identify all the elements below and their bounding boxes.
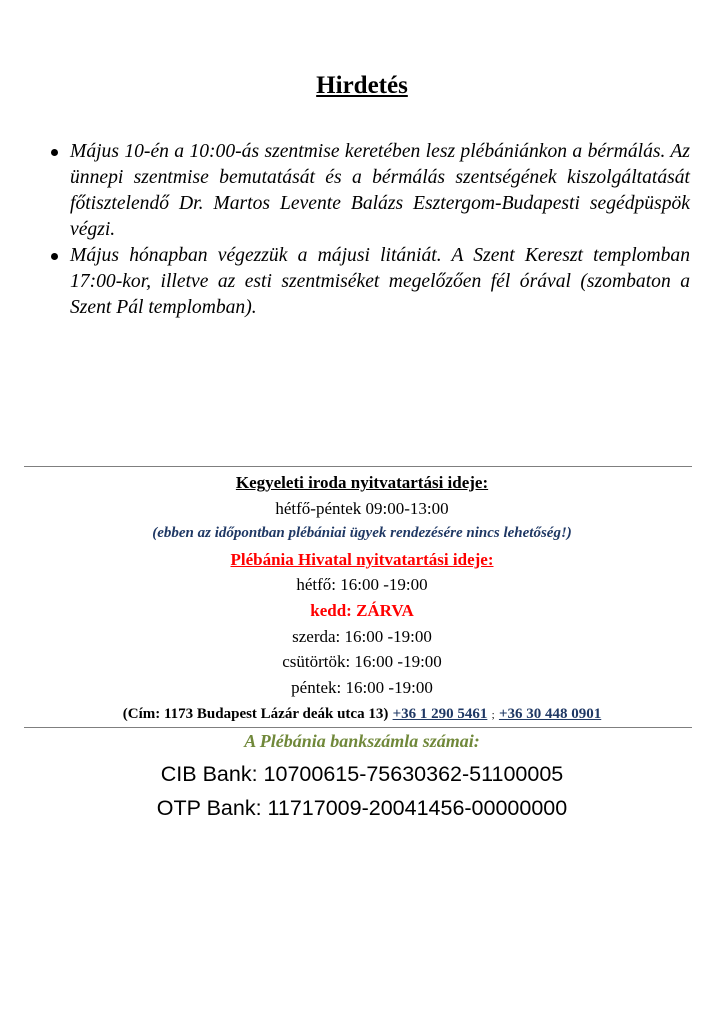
list-item bbox=[50, 243, 690, 321]
hours-friday: péntek: 16:00 -19:00 bbox=[291, 677, 433, 697]
bullet-icon bbox=[51, 149, 58, 156]
kegyeleti-note: (ebben az időpontban plébániai ügyek rendezésére nincs lehetőség!) bbox=[152, 525, 572, 542]
bank-title: A Plébánia bankszámla számai: bbox=[244, 731, 480, 751]
kegyeleti-heading: Kegyeleti iroda nyitvatartási ideje: bbox=[235, 473, 489, 492]
bullet-icon bbox=[51, 253, 58, 260]
announcement-text: Május hónapban végezzük a májusi litániát. A Szent Kereszt templomban 17:00-kor, illetve az esti szentmiséket megelőzően fél órával (szombaton a Szent Pál templomban). bbox=[70, 245, 690, 318]
phone-link-1[interactable]: +36 1 290 5461 bbox=[392, 706, 488, 723]
divider-top bbox=[24, 466, 692, 467]
office-hours-section bbox=[0, 470, 724, 726]
contact-line bbox=[0, 700, 724, 726]
hivatal-heading: Plébánia Hivatal nyitvatartási ideje: bbox=[230, 549, 494, 569]
announcement-text: Május 10-én a 10:00-ás szentmise keretében lesz plébániánkon a bérmálás. Az ünnepi szentmise bemutatását és a bérmálás szentségének kiszolgáltatását főtisztelendő Dr. Martos Levente Balázs Esztergom-Budapesti segédpüspök végzi. bbox=[70, 141, 690, 240]
phone-link-2[interactable]: +36 30 448 0901 bbox=[498, 706, 602, 723]
hours-monday: hétfő: 16:00 -19:00 bbox=[296, 575, 428, 595]
bank-section bbox=[0, 729, 724, 825]
address-text: (Cím: 1173 Budapest Lázár deák utca 13) bbox=[122, 706, 389, 723]
bank-otp: OTP Bank: 11717009-20041456-00000000 bbox=[156, 796, 568, 820]
kegyeleti-hours: hétfő-péntek 09:00-13:00 bbox=[275, 498, 449, 518]
announcement-list bbox=[50, 139, 690, 321]
divider-bottom bbox=[24, 727, 692, 728]
list-item bbox=[50, 139, 690, 243]
bank-cib: CIB Bank: 10700615-75630362-51100005 bbox=[160, 762, 564, 786]
page-title: Hirdetés bbox=[316, 72, 408, 99]
hours-wednesday: szerda: 16:00 -19:00 bbox=[292, 626, 432, 646]
hours-thursday: csütörtök: 16:00 -19:00 bbox=[282, 652, 442, 672]
phone-separator: ; bbox=[491, 709, 495, 722]
hours-tuesday: kedd: ZÁRVA bbox=[310, 600, 414, 620]
